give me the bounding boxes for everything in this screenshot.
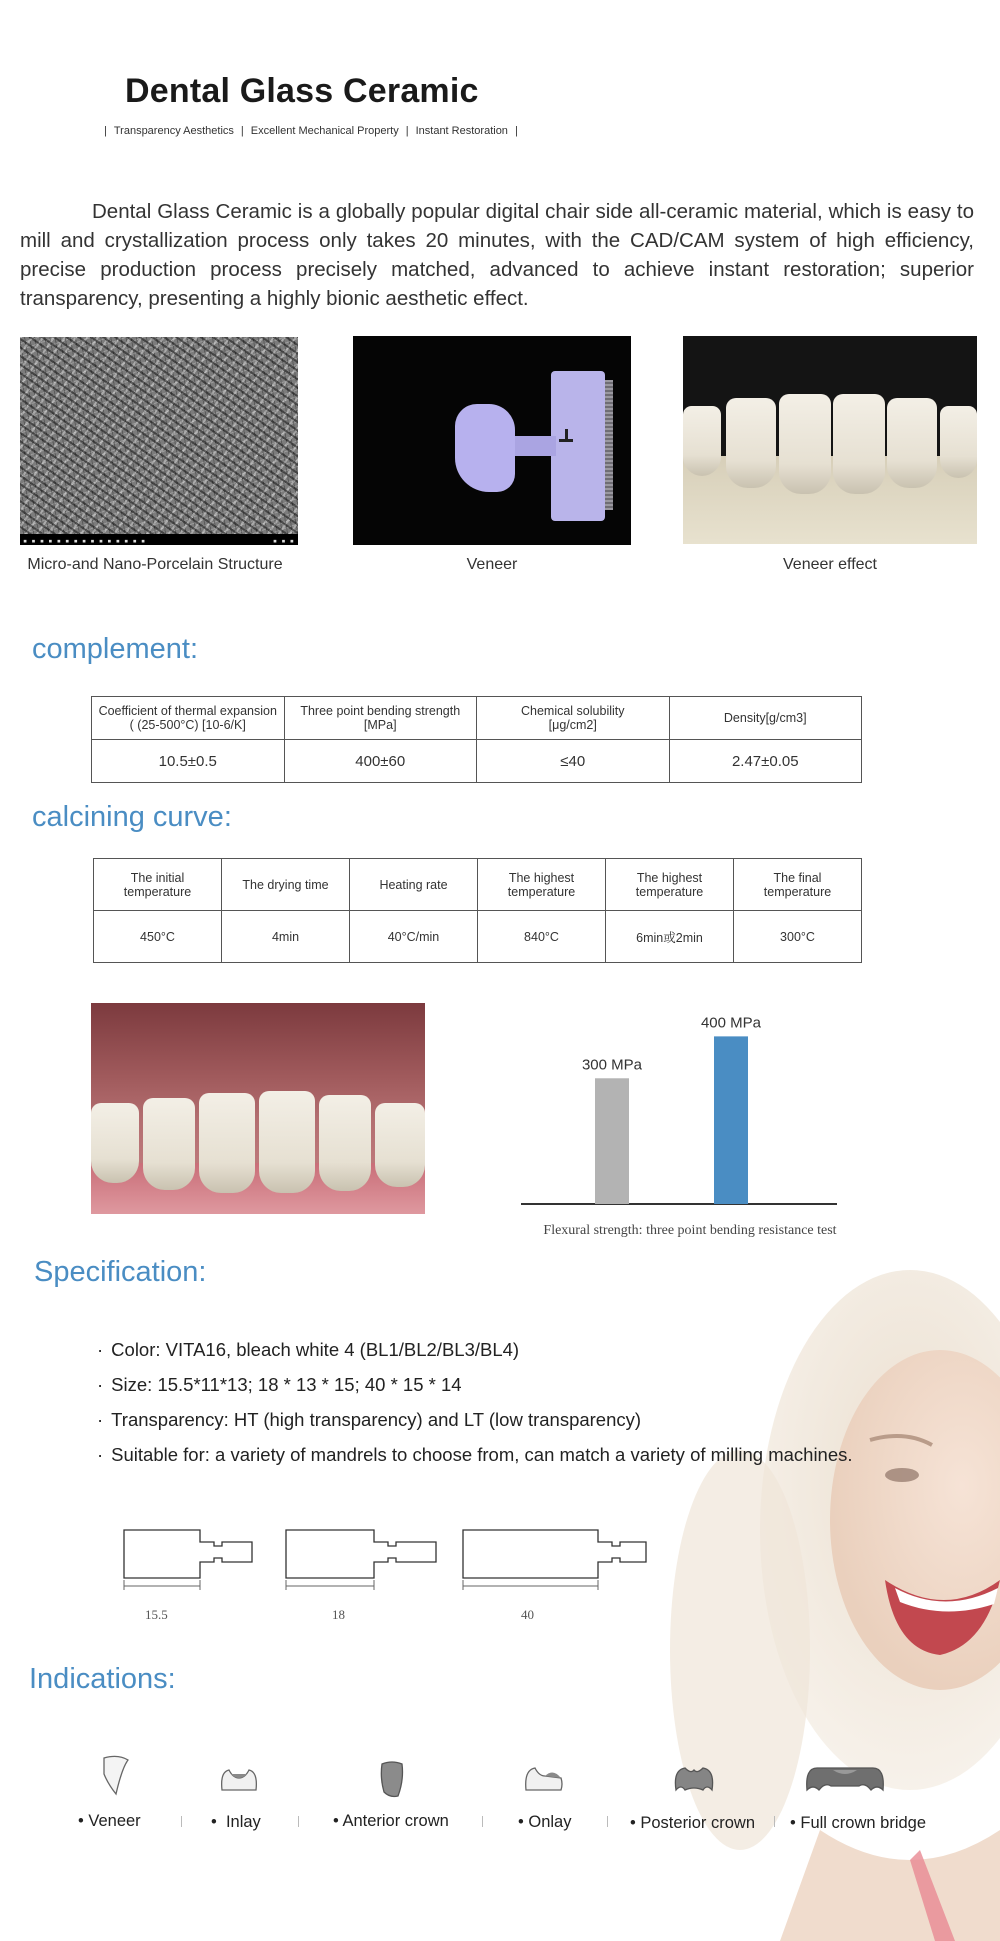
complement-heading: complement: [32,633,199,665]
table-header-row [94,859,862,911]
onlay-icon [523,1764,565,1794]
header-drying-time: The drying time [222,859,350,911]
veneer-icon [100,1754,132,1798]
sem-structure-image [20,337,298,545]
indication-veneer: • Veneer [78,1812,141,1830]
header-initial-temperature: The initial temperature [94,859,222,911]
tagline-restoration: Instant Restoration [415,125,508,137]
indications-heading: Indications: [29,1663,176,1695]
tooth [833,394,885,494]
block-size-40: 40 [521,1607,534,1622]
sem-scale-mark: ▪ ▪ ▪ [272,537,294,545]
indication-separator [607,1816,608,1827]
table-header-row [92,697,862,740]
indication-separator [181,1816,182,1827]
tooth [319,1095,371,1191]
specification-heading: Specification: [34,1256,207,1288]
header-bending-strength: Three point bending strength [MPa] [284,697,477,740]
tooth [940,406,977,478]
value-chemical-solubility: ≤40 [477,740,670,783]
sem-caption: Micro-and Nano-Porcelain Structure [27,556,283,573]
block-drawings [118,1520,658,1600]
tooth [779,394,831,494]
veneer-image [353,336,631,545]
indication-separator [298,1816,299,1827]
tooth [259,1091,315,1193]
indication-inlay: • Inlay [211,1813,261,1831]
chart-bar-1 [595,1078,629,1204]
chart-bar-2 [714,1036,748,1204]
smiling-woman-image [670,1270,1000,1941]
flexural-strength-chart [505,1000,885,1250]
tagline-separator: | [104,125,107,137]
spec-item-transparency: · Transparency: HT (high transparency) and LT (low transparency) [97,1409,642,1430]
anterior-crown-icon [376,1760,408,1800]
value-density: 2.47±0.05 [669,740,862,783]
value-drying-time: 4min [222,911,350,963]
tooth [726,398,776,488]
tagline-bar [97,125,525,137]
table-row [92,740,862,783]
indication-onlay: • Onlay [518,1813,572,1831]
indication-full-crown-bridge: • Full crown bridge [790,1814,927,1832]
chart-data-label-2: 400 MPa [700,1014,762,1032]
full-crown-bridge-icon [805,1764,885,1794]
tooth [375,1103,425,1187]
header-highest-temperature-hold: The highest temperature [606,859,734,911]
value-thermal-expansion: 10.5±0.5 [92,740,285,783]
block-size-15-5: 15.5 [145,1607,168,1622]
value-bending-strength: 400±60 [284,740,477,783]
tagline-separator: | [514,125,518,137]
tooth [143,1098,195,1190]
value-hold-time: 6min或2min [606,911,734,963]
tooth [199,1093,255,1193]
tooth [91,1103,139,1183]
chart-x-label: Flexural strength: three point bending resistance test [543,1223,837,1238]
chart-data-label-1: 300 MPa [581,1056,643,1074]
tooth [683,406,721,476]
tagline-mechanical: Excellent Mechanical Property [250,125,399,137]
calcining-heading: calcining curve: [32,801,232,833]
tagline-transparency: Transparency Aesthetics [113,125,234,137]
header-highest-temperature: The highest temperature [478,859,606,911]
tagline-separator: | [240,125,244,137]
calcining-table [93,858,862,963]
spec-item-suitable: · Suitable for: a variety of mandrels to choose from, can match a variety of milling machines. [97,1444,853,1465]
veneer-mark [565,429,568,441]
sem-scale-text: ▪ ▪ ▪ ▪ ▪ ▪ ▪ ▪ ▪ ▪ ▪ ▪ ▪ ▪ ▪ [23,537,146,545]
tooth [887,398,937,488]
header-chemical-solubility: Chemical solubility [μg/cm2] [477,697,670,740]
value-heating-rate: 40°C/min [350,911,478,963]
veneer-effect-image [683,336,977,544]
tagline-separator: | [405,125,409,137]
veneer-effect-caption: Veneer effect [783,556,877,573]
intro-paragraph: Dental Glass Ceramic is a globally popular digital chair side all-ceramic material, which is easy to mill and crystallization process only takes 20 minutes, with the CAD/CAM system of high efficiency, precise production process precisely matched, advanced to achieve instant restoration; superior transparency, presenting a highly bionic aesthetic effect. [20,200,974,310]
header-density: Density[g/cm3] [669,697,862,740]
smile-closeup-image [91,1003,425,1214]
veneer-block [551,371,605,521]
indication-posterior-crown: • Posterior crown [630,1814,755,1832]
header-thermal-expansion: Coefficient of thermal expansion ( (25-500°C) [10-6/K] [92,697,285,740]
chart-bars [582,1014,762,1204]
inlay-icon [219,1764,259,1794]
spec-item-size: · Size: 15.5*11*13; 18 * 13 * 15; 40 * 15 * 14 [97,1374,462,1395]
veneer-tooth [455,404,515,492]
posterior-crown-icon [673,1764,715,1794]
value-highest-temperature: 840°C [478,911,606,963]
header-heating-rate: Heating rate [350,859,478,911]
value-final-temperature: 300°C [734,911,862,963]
indication-anterior-crown: • Anterior crown [333,1812,449,1830]
page-title: Dental Glass Ceramic [125,72,479,110]
table-row [94,911,862,963]
indication-separator [482,1816,483,1827]
indication-separator [774,1816,775,1827]
complement-table [91,696,862,783]
spec-item-color: · Color: VITA16, bleach white 4 (BL1/BL2/BL3/BL4) [97,1339,520,1360]
veneer-caption: Veneer [466,556,518,573]
block-size-18: 18 [332,1607,345,1622]
value-initial-temperature: 450°C [94,911,222,963]
header-final-temperature: The final temperature [734,859,862,911]
